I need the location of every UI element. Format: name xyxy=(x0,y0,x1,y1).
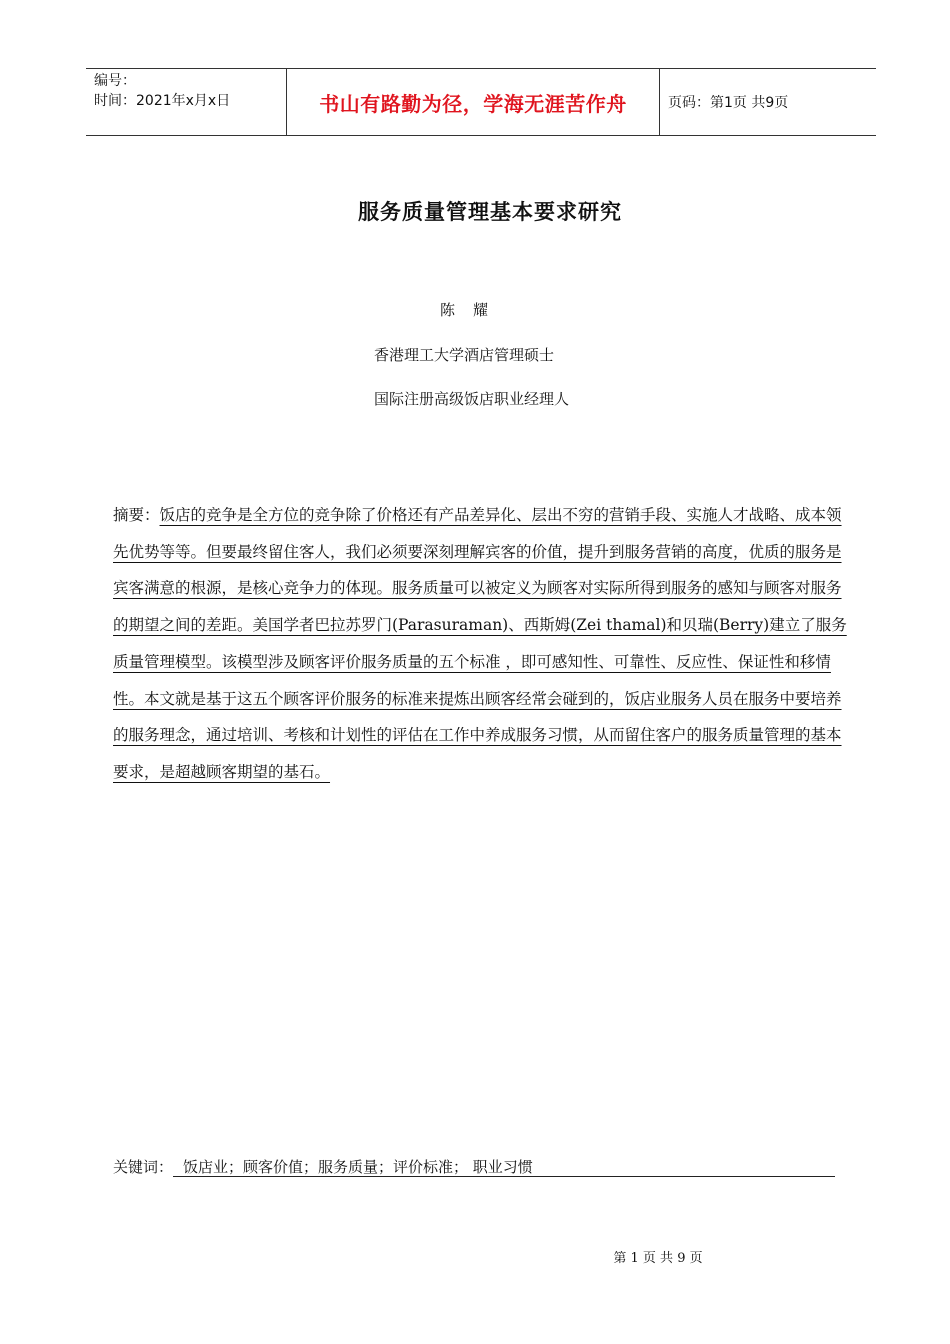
author-name: 陈耀 xyxy=(439,301,506,319)
affiliation-2: 国际注册高级饭店职业经理人 xyxy=(374,390,570,408)
header-table xyxy=(86,68,876,136)
page-footer: 第 1 页 共 9 页 xyxy=(613,1251,703,1266)
header-left-cell xyxy=(86,69,286,135)
time-label: 时间：2021年x月x日 xyxy=(94,93,231,109)
affiliation-1: 香港理工大学酒店管理硕士 xyxy=(374,346,555,364)
abstract-label: 摘要： xyxy=(113,506,160,524)
serial-number-label: 编号： xyxy=(94,73,136,89)
header-motto-cell xyxy=(286,69,660,135)
keywords-value: 饭店业；顾客价值；服务质量；评价标准； 职业习惯 xyxy=(173,1156,835,1177)
abstract xyxy=(113,497,853,791)
abstract-text: 饭店的竞争是全方位的竞争除了价格还有产品差异化、层出不穷的营销手段、实施人才战略、成本领先优势等等。但要最终留住客人，我们必须要深刻理解宾客的价值，提升到服务营销的高度，优质的服务是宾客满意的根源，是核心竞争力的体现。服务质量可以被定义为顾客对实际所得到服务的感知与顾客对服务的期望之间的差距。美国学者巴拉苏罗门(Parasuraman)、西斯姆(Zei thamal)和贝瑞(Berry)建立了服务质量管理模型。该模型涉及顾客评价服务质量的五个标准 ，即可感知性、可靠性、反应性、保证性和移情性。本文就是基于这五个顾客评价服务的标准来提炼出顾客经常会碰到的，饭店业服务人员在服务中要培养的服务理念，通过培训、考核和计划性的评估在工作中养成服务习惯，从而留住客户的服务质量管理的基本要求，是超越顾客期望的基石。 xyxy=(113,506,847,781)
page-info: 页码：第1页 共9页 xyxy=(668,95,789,111)
document-title: 服务质量管理基本要求研究 xyxy=(358,199,622,224)
header-right-cell xyxy=(660,69,876,135)
motto: 书山有路勤为径，学海无涯苦作舟 xyxy=(319,91,627,116)
keywords xyxy=(113,1156,835,1177)
keywords-label: 关键词： xyxy=(113,1158,174,1176)
